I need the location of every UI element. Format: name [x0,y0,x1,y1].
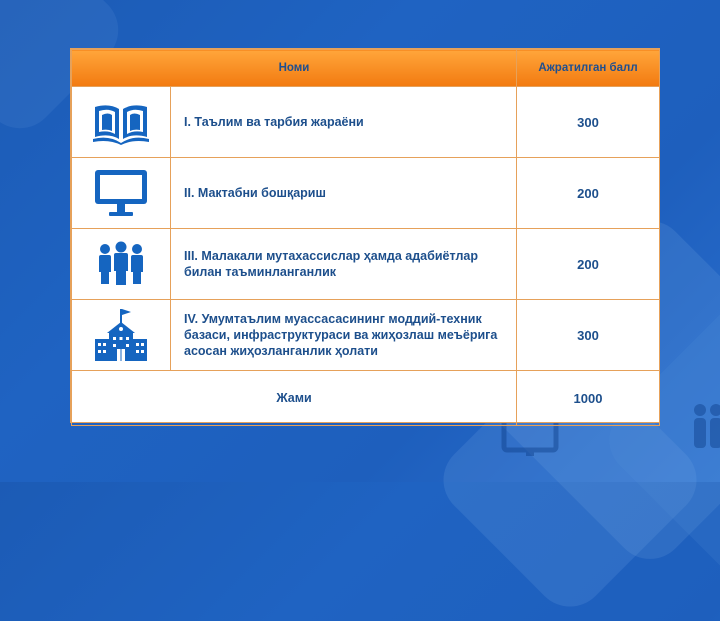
total-label: Жами [72,371,517,426]
table-row [72,87,660,158]
people-group-icon [97,240,145,288]
row-label: I. Таълим ва тарбия жараёни [171,87,517,158]
row-label: II. Мактабни бошқариш [171,158,517,229]
row-score: 300 [517,87,660,158]
row-score: 300 [517,300,660,371]
table-row [72,300,660,371]
table-header-row [72,50,660,87]
row-score: 200 [517,229,660,300]
criteria-table [70,48,660,423]
header-score: Ажратилган балл [517,50,660,87]
monitor-icon [93,168,149,218]
background-people-icon [690,402,720,452]
row-label: IV. Умумтаълим муассасасининг моддий-техник базаси, инфраструктураси ва жиҳозлаш меъёрига асосан жиҳозланганлик ҳолати [171,300,517,371]
table-total-row [72,371,660,426]
school-building-icon [93,307,149,363]
row-score: 200 [517,158,660,229]
table-row [72,158,660,229]
open-book-icon [91,99,151,145]
header-name: Номи [72,50,517,87]
row-label: III. Малакали мутахассислар ҳамда адабиётлар билан таъминланганлик [171,229,517,300]
total-score: 1000 [517,371,660,426]
table-row [72,229,660,300]
